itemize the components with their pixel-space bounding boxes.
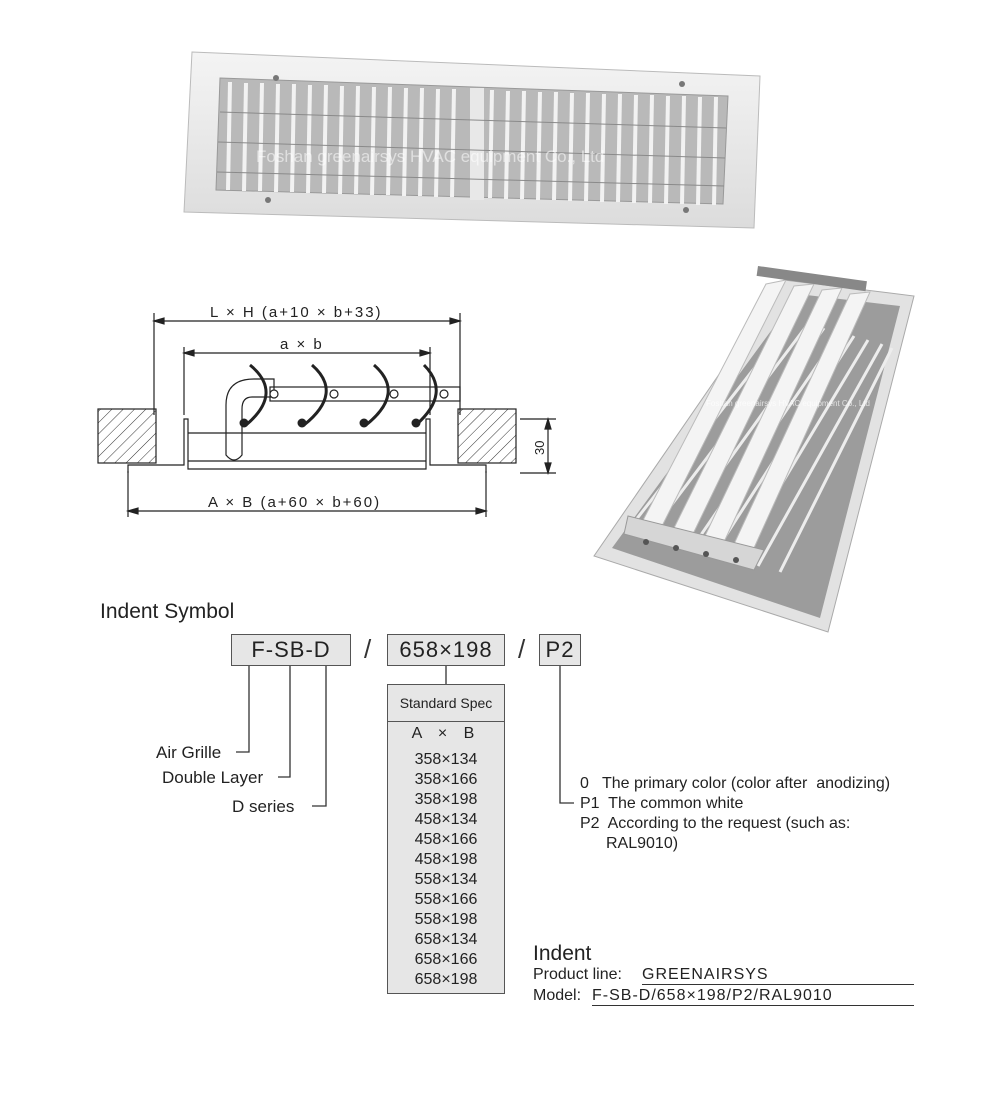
color-legend-p2: P2 According to the request (such as:	[580, 815, 851, 832]
size-box: 658×198	[387, 634, 505, 666]
spec-row: 458×198	[414, 851, 478, 868]
color-legend-0: 0 The primary color (color after anodizing)	[580, 775, 891, 792]
label-double-layer: Double Layer	[162, 768, 264, 787]
dim-bottom-label: A × B (a+60 × b+60)	[208, 494, 382, 511]
spec-row: 658×198	[414, 971, 478, 988]
dim-top-label: L × H (a+10 × b+33)	[210, 304, 383, 321]
spec-row: 458×134	[414, 811, 478, 828]
model-value: F-SB-D/658×198/P2/RAL9010	[592, 987, 914, 1006]
code-box: F-SB-D	[231, 634, 351, 666]
spec-row: 558×166	[414, 891, 478, 908]
dim-height-label: 30	[532, 440, 547, 455]
slash-1: /	[364, 634, 372, 664]
color-box: P2	[539, 634, 581, 666]
spec-row: 358×166	[414, 771, 478, 788]
spec-row: 458×166	[414, 831, 478, 848]
spec-row: 558×134	[414, 871, 478, 888]
product-line-label: Product line:	[533, 966, 622, 983]
label-air-grille: Air Grille	[156, 743, 222, 762]
spec-row: 658×134	[414, 931, 478, 948]
dim-inner-label: a × b	[280, 336, 324, 353]
product-line-value: GREENAIRSYS	[642, 966, 914, 985]
label-d-series: D series	[232, 797, 295, 816]
spec-ab-header: A × B	[411, 725, 481, 742]
standard-spec-table	[387, 684, 505, 994]
spec-row: 358×198	[414, 791, 478, 808]
slash-2: /	[518, 634, 526, 664]
color-legend-p1: P1 The common white	[580, 795, 744, 812]
spec-row: 558×198	[414, 911, 478, 928]
indent-title: Indent	[533, 942, 592, 965]
color-legend-p2-cont: RAL9010)	[606, 835, 679, 852]
spec-row: 358×134	[414, 751, 478, 768]
indent-symbol-title: Indent Symbol	[100, 600, 235, 623]
model-label: Model:	[533, 987, 582, 1004]
spec-row: 658×166	[414, 951, 478, 968]
spec-header: Standard Spec	[388, 685, 504, 722]
watermark-top: Foshan greenairsys HVAC equipment Co., Ltd	[256, 147, 605, 166]
watermark-right: Foshan greenairsys HVAC equipment Co., Ltd	[706, 399, 870, 408]
